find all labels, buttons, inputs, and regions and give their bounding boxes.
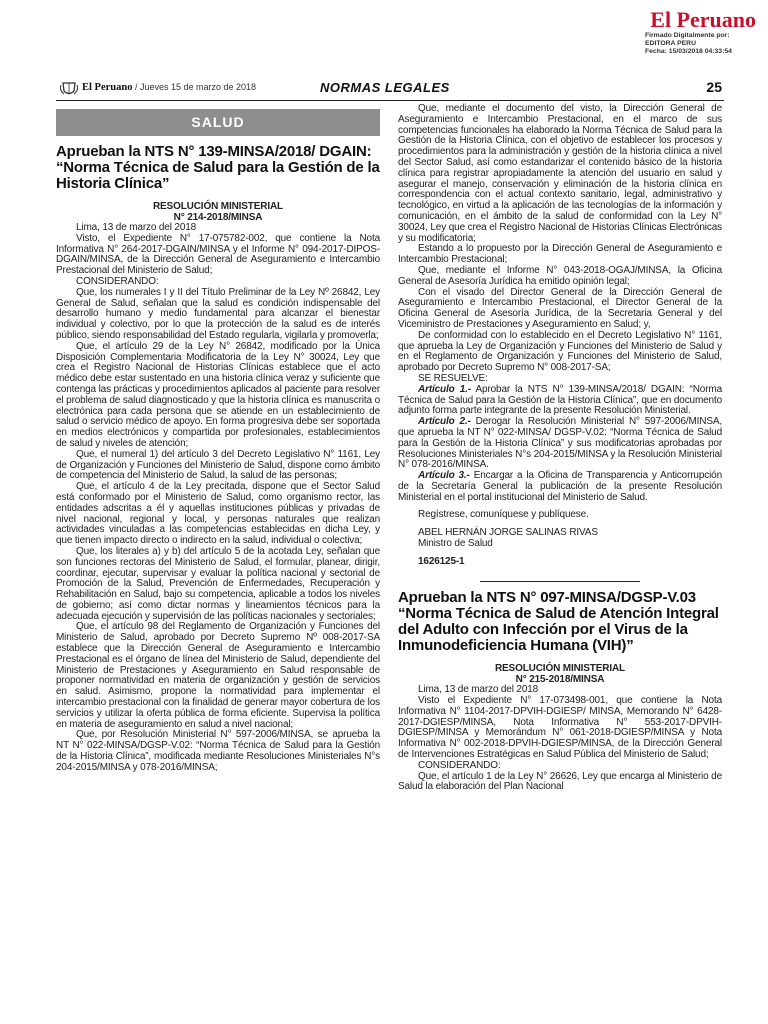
resolution-2-title: Aprueban la NTS N° 097-MINSA/DGSP-V.03 “Norma Técnica de Salud de Atención Integral del Adulto con Infección por el Virus de la Inmunodeficiencia Humana (VIH)” <box>398 589 719 655</box>
resolution-1-considerando: CONSIDERANDO: <box>76 275 159 287</box>
resolution-2-visto: Visto el Expediente N° 17-073498-001, que contiene la Nota Informativa N° 1104-2017-DPVIH-DGIESP/ MINSA, Memorando N° 6428-2017-DGIESP/MINSA, Nota Informativa N° 553-2017-DPVIH-DGIESP/MINSA y Memorándum N° 061-2018-DGIESP/MINSA y Nota Informativa N° 002-2018-DPVIH-DGIESP/MINSA, de la Dirección General de Intervenciones Estratégicas en Salud Pública del Ministerio de Salud; <box>398 694 722 760</box>
paragraph: Que, el artículo 29 de la Ley N° 26842, modificado por la Única Disposición Complementaria Modificatoria de la Ley N° 30024, Ley que crea el Registro Nacional de Historias Clínicas establece que el acto médico debe estar sustentado en una historia clínica veraz y suficiente que contenga las prácticas y procedimientos aplicados al paciente para resolver el problema de salud diagnosticado y que la historia clínica es manuscrita o electrónica para cada persona que se atiende en un establecimiento de salud o servicio médico de apoyo. En forma progresiva debe ser soportada en medios electrónicos y compartida por profesionales, establecimientos de salud y niveles de atención; <box>56 340 380 449</box>
el-peruano-logo <box>638 6 758 32</box>
article-2: Artículo 2.- Derogar la Resolución Ministerial N° 597-2006/MINSA, que aprueba la NT N° 022-MINSA/ DGSP-V.02: “Norma Técnica de Salud para la Gestión de la Historia Clínica” y sus modificatorias aprobadas por Resoluciones Ministeriales N°s 204-2015/MINSA y la Resolución Ministerial N° 078-2016/MINSA. <box>398 416 722 471</box>
signer-role: Ministro de Salud <box>418 538 493 550</box>
resolution-2-label: RESOLUCIÓN MINISTERIAL <box>494 663 626 675</box>
paragraph: Que, los numerales I y II del Título Preliminar de la Ley Nº 26842, Ley General de Salud, señalan que la salud es condición indispensable del desarrollo humano y medio fundamental para alcanzar el bienestar individual y colectivo, por lo que la protección de la salud es de interés público, siendo responsabilidad del Estado regularla, vigilarla y promoverla; <box>56 286 380 341</box>
resolution-1-title: Aprueban la NTS N° 139-MINSA/2018/ DGAIN: “Norma Técnica de Salud para la Gestión de la Historia Clínica” <box>56 143 380 192</box>
paragraph: Que, el numeral 1) del artículo 3 del Decreto Legislativo N° 1161, Ley de Organización y Funciones del Ministerio de Salud, dispone como ámbito de competencia del Ministerio de Salud, la salud de las personas; <box>56 448 380 482</box>
paragraph: Que, por Resolución Ministerial N° 597-2006/MINSA, se aprueba la NT N° 022-MINSA/DGSP-V.02: “Norma Técnica de Salud para la Gestión de la Historia Clínica”, modificada mediante Resoluciones Ministeriales N°s 204-2015/MINSA y 078-2016/MINSA; <box>56 729 380 773</box>
paragraph: Que, el artículo 98 del Reglamento de Organización y Funciones del Ministerio de Salud, aprobado por Decreto Supremo Nº 008-2017-SA establece que la Dirección General de Aseguramiento e Intercambio Prestacional es el órgano de línea del Ministerio de Salud, dependiente del Ministerio de Prestaciones y Aseguramiento en Salud responsable de proponer normatividad en materia de organización y gestión de servicios en salud. Asimismo, propone la normatividad para implementar el intercambio prestacional con la finalidad de generar mayor cobertura de los servicios y utilizar la oferta pública de forma eficiente. Supervisa la política en materia de aseguramiento en salud a nivel nacional; <box>56 621 380 730</box>
paragraph: De conformidad con lo establecido en el Decreto Legislativo N° 1161, que aprueba la Ley de Organización y Funciones del Ministerio de Salud y en el Reglamento de Organización y Funciones del Ministerio de Salud, aprobado por Decreto Supremo N° 008-2017-SA; <box>398 329 722 374</box>
sector-banner <box>56 109 380 136</box>
paragraph: Estando a lo propuesto por la Dirección General de Aseguramiento e Intercambio Prestacional; <box>398 243 722 266</box>
resolution-2-date: Lima, 13 de marzo del 2018 <box>418 684 539 696</box>
logo-text: El Peruano <box>650 7 756 32</box>
resolution-1-date: Lima, 13 de marzo del 2018 <box>76 222 197 233</box>
running-head-left <box>82 82 256 93</box>
paragraph: Que, los literales a) y b) del artículo 5 de la acotada Ley, señalan que son funciones rectoras del Ministerio de Salud, el formular, planear, dirigir, coordinar, ejecutar, supervisar y evaluar la política nacional y sectorial de Promoción de la Salud, Prevención de Enfermedades, Recuperación y Rehabilitación en Salud, bajo su competencia, aplicable a todos los niveles de gobierno; así como dictar normas y lineamientos técnicos para la adecuada ejecución y supervisión de las políticas nacionales y sectoriales; <box>56 545 380 622</box>
paragraph: Que, el artículo 4 de la Ley precitada, dispone que el Sector Salud está conformado por el Ministerio de Salud, como organismo rector, las entidades adscritas a él y aquellas instituciones públicas y privadas de nivel nacional, regional y local, y personas naturales que realizan actividades vinculadas a las competencias establecidas en dicha Ley, y que tienen impacto directo o indirecto en la salud, individual o colectiva; <box>56 481 380 547</box>
paragraph: Que, mediante el documento del visto, la Dirección General de Aseguramiento e Intercambio Prestacional, en el marco de sus competencias funcionales ha elaborado la Norma Técnica de Salud para la Gestión de la Historia Clínica, con el objetivo de establecer los procesos y procedimientos para la administración y gestión de la historia clínica a nivel del Sector Salud, así como estandarizar el contenido básico de la historia clínica para registrar apropiadamente la atención del usuario en salud y asegurar el manejo, conservación y eliminación de la historia clínica en correspondencia con el actual contexto sanitario, legal, administrativo y tecnológico, en virtud a la aplicación de las tecnologías de la información y comunicación, en el ámbito de la salud de conformidad con la Ley N° 30024, Ley que crea el Registro Nacional de Historias Clínicas Electrónicas y su modificatoria; <box>398 103 722 244</box>
sector-label: SALUD <box>56 109 380 136</box>
coat-of-arms-icon <box>60 80 78 97</box>
running-head <box>56 78 724 101</box>
publication-code: 1626125-1 <box>418 555 465 567</box>
left-column <box>56 104 380 774</box>
issue-date: / Jueves 15 de marzo de 2018 <box>134 82 257 92</box>
paragraph: Con el visado del Director General de la Dirección General de Aseguramiento e Intercambio Prestacional, el Director General de la Oficina General de Asesoría Jurídica, de la Secretaria General y del Viceministro de Prestaciones y Aseguramiento en Salud; y, <box>398 286 722 330</box>
closing-formula: Regístrese, comuníquese y publíquese. <box>418 509 589 521</box>
se-resuelve: SE RESUELVE: <box>418 372 488 384</box>
article-1: Artículo 1.- Aprobar la NTS N° 139-MINSA/2018/ DGAIN: “Norma Técnica de Salud para la Gestión de la Historia Clínica”, que en documento adjunto forma parte integrante de la presente Resolución Ministerial. <box>398 383 722 417</box>
paragraph: Que, el artículo 1 de la Ley N° 26626, Ley que encarga al Ministerio de Salud la elaboración del Plan Nacional <box>398 770 722 793</box>
resolution-1-label: RESOLUCIÓN MINISTERIAL <box>152 201 284 212</box>
section-name: NORMAS LEGALES <box>320 80 450 95</box>
resolution-2-considerando: CONSIDERANDO: <box>418 759 501 771</box>
digital-signature-stamp: Firmado Digitalmente por: EDITORA PERU Fecha: 15/03/2018 04:33:54 <box>645 32 732 56</box>
resolution-2-number: N° 215-2018/MINSA <box>515 673 605 685</box>
separator-rule <box>480 581 640 583</box>
right-column <box>398 104 722 793</box>
paper-name: El Peruano <box>82 82 133 93</box>
signer-name: ABEL HERNÁN JORGE SALINAS RIVAS <box>418 527 598 539</box>
resolution-1-number: N° 214-2018/MINSA <box>173 211 263 223</box>
paragraph: Que, mediante el Informe N° 043-2018-OGAJ/MINSA, la Oficina General de Asesoría Jurídica ha emitido opinión legal; <box>398 264 722 287</box>
article-3: Artículo 3.- Encargar a la Oficina de Transparencia y Anticorrupción de la Secretaría General la publicación de la presente Resolución Ministerial en el portal institucional del Ministerio de Salud. <box>398 470 722 503</box>
page-number: 25 <box>706 79 722 95</box>
resolution-1-visto: Visto, el Expediente N° 17-075782-002, que contiene la Nota Informativa N° 264-2017-DGAIN/MINSA y el Informe N° 094-2017-DIPOS-DGAIN/MINSA, de la Dirección General de Aseguramiento e Intercambio Prestacional del Ministerio de Salud; <box>56 232 380 277</box>
